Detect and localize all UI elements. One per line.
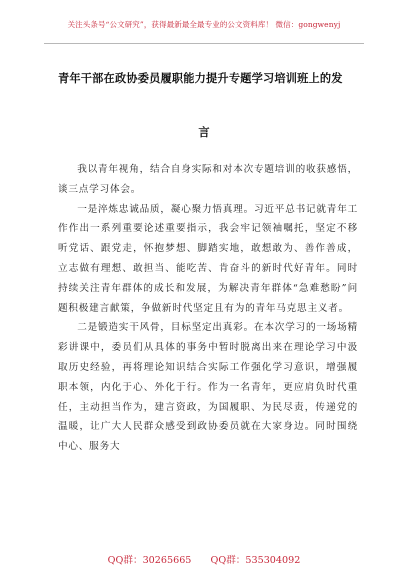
footer-qq-group-2: QQ群：535304092 bbox=[210, 555, 301, 566]
document-body bbox=[58, 160, 358, 457]
document-title-line-2: 言 bbox=[198, 125, 210, 139]
page-footer bbox=[0, 552, 408, 566]
body-paragraph-3: 二是锻造实干风骨，目标坚定出真彩。在本次学习的一场场精彩讲课中，委员们从具体的事务中暂时脱离出来在理论学习中汲取历史经验，再将理论知识结合实际工作强化学习意识，增强履职本领，内化于心、外化于行。作为一名青年，更应肩负时代重任，主动担当作为，建言资政，为国履职、为民尽责，传递党的温暖，让广大人民群众感受到政协委员就在大家身边。同时围绕中心、服务大 bbox=[58, 322, 358, 453]
body-paragraph-1: 我以青年视角，结合自身实际和对本次专题培训的收获感悟，谈三点学习体会。 bbox=[58, 164, 358, 195]
footer-qq-group-1: QQ群：30265665 bbox=[107, 555, 192, 566]
body-paragraph-2: 一是淬炼忠诚品质，凝心聚力悟真理。习近平总书记就青年工作作出一系列重要论述重要指示，我会牢记领袖嘱托，坚定不移听党话、跟党走，怀抱梦想、脚踏实地，敢想敢为、善作善成，立志做有理想、敢担当、能吃苦、肯奋斗的新时代好青年。同时持续关注青年群体的成长和发展，为解决青年群体“急难愁盼”问题积极建言献策，争做新时代坚定且有为的青年马克思主义者。 bbox=[58, 203, 358, 314]
page-header bbox=[0, 0, 408, 44]
header-promo-text: 关注头条号“公文研究”，获得最新最全最专业的公文资料库！ 微信：gongwenyj bbox=[67, 20, 341, 29]
document-title-line-1: 青年干部在政协委员履职能力提升专题学习培训班上的发 bbox=[58, 71, 343, 85]
header-divider bbox=[44, 43, 364, 44]
